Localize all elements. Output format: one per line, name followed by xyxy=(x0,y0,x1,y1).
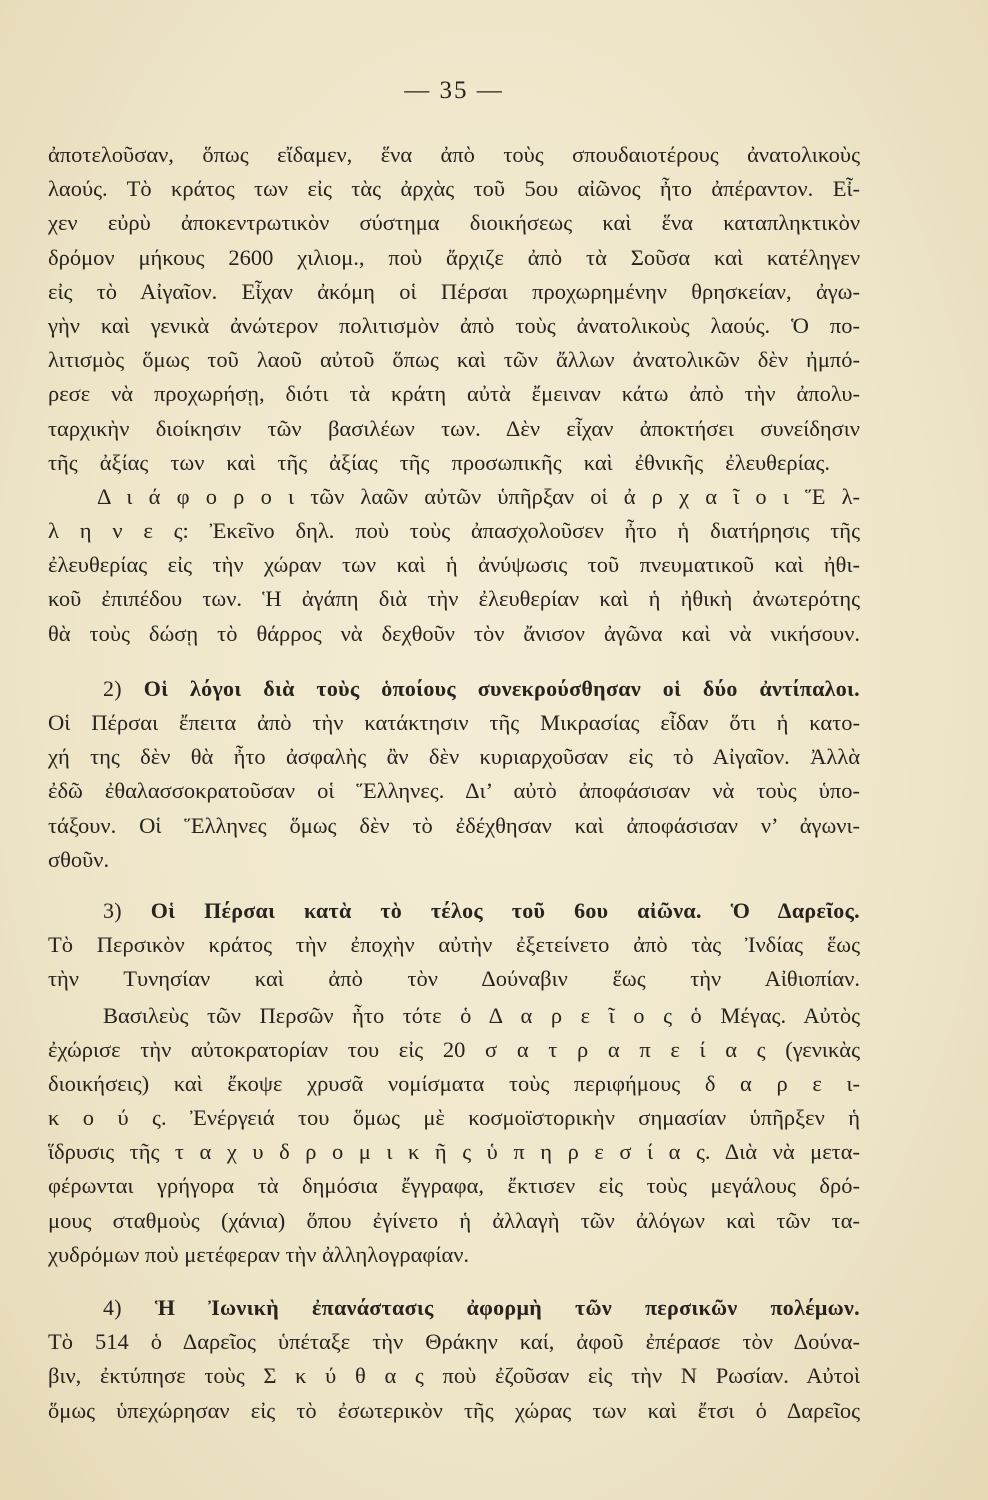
section-heading xyxy=(48,894,860,928)
text-line: κοῦ ἐπιπέδου των. Ἡ ἀγάπη διὰ τὴν ἐλευθερίαν καὶ ἡ ἠθικὴ ἀνωτερότης xyxy=(48,586,860,612)
text-line: ἀποτελοῦσαν, ὅπως εἴδαμεν, ἕνα ἀπὸ τοὺς σπουδαιοτέρους ἀνατολικοὺς xyxy=(48,142,860,167)
text-line: εἰς τὸ Αἰγαῖον. Εἶχαν ἀκόμη οἱ Πέρσαι προχωρημένην θρησκείαν, ἀγω- xyxy=(48,278,860,304)
text-line: ταρχικὴν διοίκησιν τῶν βασιλέων των. Δὲν εἶχαν ἀποκτήσει συνείδησιν xyxy=(48,415,860,441)
section-title: Οἱ Πέρσαι κατὰ τὸ τέλος τοῦ 6ου αἰῶνα. Ὁ Δαρεῖος. xyxy=(150,897,860,923)
text-line: τὴν Τυνησίαν καὶ ἀπὸ τὸν Δούναβιν ἕως τὴν Αἰθιοπίαν. xyxy=(48,966,860,992)
section-title: Οἱ λόγοι διὰ τοὺς ὁποίους συνεκρούσθησαν οἱ δύο ἀντίπαλοι. xyxy=(143,675,860,701)
text-line: Δ ι ά φ ο ρ ο ι τῶν λαῶν αὐτῶν ὑπῆρξαν οἱ ἀ ρ χ α ῖ ο ι Ἕ λ- xyxy=(97,483,860,509)
text-line: κ ο ύ ς. Ἐνέργειά του ὅμως μὲ κοσμοϊστορικὴν σημασίαν ὑπῆρξεν ἡ xyxy=(48,1105,860,1131)
text-line: βιν, ἐκτύπησε τοὺς Σ κ ύ θ α ς ποὺ ἐζοῦσαν εἰς τὴν Ν Ρωσίαν. Αὐτοὶ xyxy=(48,1363,860,1389)
section-title: Ἡ Ἰωνικὴ ἐπανάστασις ἀφορμὴ τῶν περσικῶν πολέμων. xyxy=(154,1295,860,1320)
text-line: Βασιλεὺς τῶν Περσῶν ἦτο τότε ὁ Δ α ρ ε ῖ ο ς ὁ Μέγας. Αὐτὸς xyxy=(103,1002,860,1028)
text-line: ἐλευθερίας εἰς τὴν χώραν των καὶ ἡ ἀνύψωσις τοῦ πνευματικοῦ καὶ ἠθι- xyxy=(48,552,860,578)
text-line: Τὸ 514 ὁ Δαρεῖος ὑπέταξε τὴν Θράκην καί, ἀφοῦ ἐπέρασε τὸν Δούνα- xyxy=(48,1329,860,1355)
text-line: ἐχώρισε τὴν αὐτοκρατορίαν του εἰς 20 σ α τ ρ α π ε ί α ς (γενικὰς xyxy=(48,1036,860,1062)
section-3 xyxy=(48,894,860,1272)
text-line: χεν εὐρὺ ἀποκεντρωτικὸν σύστημα διοικήσεως καὶ ἕνα καταπληκτικὸν xyxy=(48,210,860,236)
section-2 xyxy=(48,672,860,877)
text-line: Οἱ Πέρσαι ἔπειτα ἀπὸ τὴν κατάκτησιν τῆς Μικρασίας εἶδαν ὅτι ἡ κατο- xyxy=(48,710,860,735)
section-heading xyxy=(48,1291,860,1325)
text-line: ὅμως ὑπεχώρησαν εἰς τὸ ἐσωτερικὸν τῆς χώρας των καὶ ἔτσι ὁ Δαρεῖος xyxy=(48,1397,860,1423)
text-line: μους σταθμοὺς (χάνια) ὅπου ἐγίνετο ἡ ἀλλαγὴ τῶν ἀλόγων καὶ τῶν τα- xyxy=(48,1207,860,1233)
text-line: σθοῦν. xyxy=(48,846,110,872)
paragraph-intro xyxy=(48,138,860,480)
text-line: λαούς. Τὸ κράτος των εἰς τὰς ἀρχὰς τοῦ 5ου αἰῶνος ἦτο ἀπέραντον. Εἶ- xyxy=(48,176,860,202)
text-line: τάξουν. Οἱ Ἕλληνες ὅμως δὲν τὸ ἐδέχθησαν καὶ ἀποφάσισαν ν’ ἀγωνι- xyxy=(48,812,860,838)
text-line: χή της δὲν θὰ ἦτο ἀσφαλὴς ἂν δὲν κυριαρχοῦσαν εἰς τὸ Αἰγαῖον. Ἀλλὰ xyxy=(48,744,860,770)
page-number: — 35 — xyxy=(404,77,504,104)
section-heading xyxy=(48,672,860,706)
text-line: φέρωνται γρήγορα τὰ δημόσια ἔγγραφα, ἔκτισεν εἰς τοὺς μεγάλους δρό- xyxy=(48,1173,860,1199)
text-line: δρόμον μήκους 2600 χιλιομ., ποὺ ἄρχιζε ἀπὸ τὰ Σοῦσα καὶ κατέληγεν xyxy=(48,244,860,270)
text-line: ρεσε νὰ προχωρήσῃ, διότι τὰ κράτη αὐτὰ ἔμειναν κάτω ἀπὸ τὴν ἀπολυ- xyxy=(48,381,860,407)
page-text-body xyxy=(48,138,860,1428)
text-line: λ η ν ε ς: Ἐκεῖνο δηλ. ποὺ τοὺς ἀπασχολοῦσεν ἦτο ἡ διατήρησις τῆς xyxy=(48,518,860,544)
text-line: Τὸ Περσικὸν κράτος τὴν ἐποχὴν αὐτὴν ἐξετείνετο ἀπὸ τὰς Ἰνδίας ἕως xyxy=(48,932,860,958)
paragraph xyxy=(48,999,860,1273)
text-line: ἐδῶ ἐθαλασσοκρατοῦσαν οἱ Ἕλληνες. Δι’ αὐτὸ ἀποφάσισαν νὰ τοὺς ὑπο- xyxy=(48,778,860,804)
text-line: διοικήσεις) καὶ ἔκοψε χρυσᾶ νομίσματα τοὺς περιφήμους δ α ρ ε ι- xyxy=(48,1070,860,1096)
section-number: 4) xyxy=(103,1295,122,1320)
paragraph-hellenes xyxy=(48,480,860,651)
text-line: τῆς ἀξίας των καὶ τῆς ἀξίας τῆς προσωπικῆς καὶ ἐθνικῆς ἐλευθερίας. xyxy=(48,449,830,475)
text-line: χυδρόμων ποὺ μετέφεραν τὴν ἀλληλογραφίαν. xyxy=(48,1241,470,1267)
text-line: θὰ τοὺς δώσῃ τὸ θάρρος νὰ δεχθοῦν τὸν ἄνισον ἀγῶνα καὶ νὰ νικήσουν. xyxy=(48,620,860,646)
text-line: ἵδρυσις τῆς τ α χ υ δ ρ ο μ ι κ ῆ ς ὑ π η ρ ε σ ί α ς. Διὰ νὰ μετα- xyxy=(48,1139,860,1165)
text-line: γὴν καὶ γενικὰ ἀνώτερον πολιτισμὸν ἀπὸ τοὺς ἀνατολικοὺς λαούς. Ὁ πο- xyxy=(48,312,860,338)
text-line: λιτισμὸς ὅμως τοῦ λαοῦ αὐτοῦ ὅπως καὶ τῶν ἄλλων ἀνατολικῶν δὲν ἠμπό- xyxy=(48,347,860,373)
section-number: 3) xyxy=(103,897,122,923)
paragraph xyxy=(48,928,860,996)
section-4 xyxy=(48,1291,860,1428)
section-number: 2) xyxy=(103,675,122,701)
